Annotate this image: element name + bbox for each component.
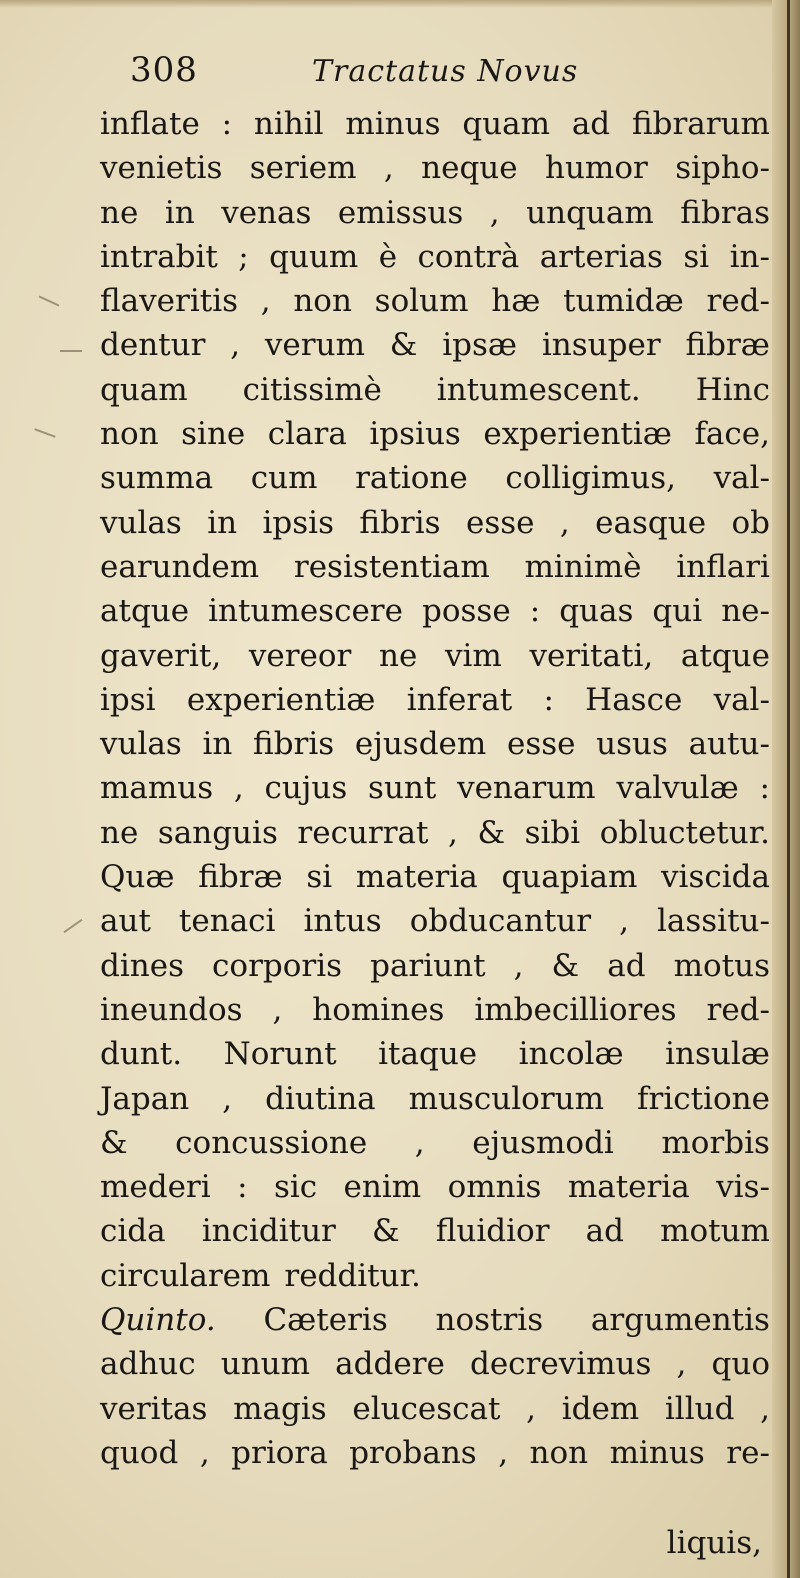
word: & [477,814,506,851]
text-line [100,1121,770,1165]
word: Hinc [695,371,770,408]
word: insulæ [665,1036,770,1073]
word: , [619,903,629,940]
word: seriem [249,150,357,187]
word: solum [374,283,469,320]
word: neque [421,150,518,187]
word: priora [231,1434,328,1471]
word: clara [267,416,347,453]
word: & [100,1124,128,1161]
text-line [100,722,770,766]
word: cida [100,1213,166,1250]
text-line [100,412,770,456]
word: minus [345,106,441,142]
word: morbis [661,1124,770,1161]
word: insuper [541,327,661,364]
word: , [513,947,524,984]
word: è [378,238,398,275]
word: , [489,194,500,231]
word: sunt [368,770,437,807]
text-line [100,545,770,589]
text-line [100,944,770,988]
word: arterias [539,238,663,275]
word: incolæ [518,1036,624,1073]
word: probans [349,1434,477,1471]
word: easque [595,504,707,541]
word: inciditur [201,1213,336,1250]
word: ad [585,1213,624,1250]
word: colligimus, [505,460,676,497]
word: intus [303,903,382,940]
text-line [100,1342,770,1386]
word: : [759,770,770,807]
word: pariunt [370,947,486,984]
word: non [293,283,352,320]
word: : [221,106,233,142]
word: unum [220,1346,311,1383]
word: ne [100,194,139,231]
word: elucescat [352,1390,501,1427]
word: Quæ [100,859,175,896]
word: : [237,1169,248,1206]
word: esse [465,504,535,541]
text-line [100,146,770,190]
text-line [100,456,770,500]
word: venietis [100,150,223,187]
text-line [100,899,770,943]
word: vulas [100,504,182,541]
word: citissimè [242,371,382,408]
word: , [526,1390,537,1427]
word: Quinto. [100,1302,216,1339]
word: idem [561,1390,640,1427]
word: viscida [661,859,770,896]
word: materia [567,1169,690,1206]
word: : [529,593,541,630]
word: diutina [265,1080,376,1117]
word: summa [100,460,214,497]
word: fibrarum [631,106,770,142]
word: ne [100,814,139,851]
word: lassitu- [656,903,770,940]
word: musculorum [408,1080,605,1117]
word: atque [680,637,770,674]
word: earundem [100,548,260,585]
word: in [164,194,195,231]
word: cum [250,460,318,497]
word: enim [343,1169,422,1206]
word: , [414,1124,425,1161]
word: quod [100,1434,179,1471]
word: mamus [100,770,214,807]
word: : [543,681,554,718]
margin-scratch [60,350,82,352]
word: , [448,814,458,851]
word: recurrat [297,814,429,851]
word: ipsius [369,416,461,453]
word: illud [664,1390,735,1427]
word: & [389,327,418,364]
text-line [100,501,770,545]
word: experientiæ [483,416,672,453]
word: itaque [378,1036,478,1073]
word: , [498,1434,509,1471]
word: minus [609,1434,705,1471]
word: face, [694,416,770,453]
page-top-edge [0,0,800,8]
word: sic [273,1169,318,1206]
word: si [683,238,710,275]
word: gaverit, [100,637,222,674]
catchword [100,1521,762,1565]
word: intrabit [100,238,218,275]
text-line [100,1209,770,1253]
word: , [199,1434,210,1471]
word: obducantur [409,903,592,940]
word: Norunt [223,1036,337,1073]
word: si [306,859,333,896]
word: , [676,1346,687,1383]
word: ipsis [262,504,334,541]
word: fibras [680,194,770,231]
word: vim [444,637,502,674]
word: & [551,947,580,984]
text-line [100,1431,770,1475]
text-line [100,634,770,678]
word: non [100,416,159,453]
word: qui [652,593,703,630]
word: usus [596,726,668,763]
word: addere [335,1346,445,1383]
word: magis [233,1390,327,1427]
word: homines [312,991,445,1028]
word: , [222,1080,233,1117]
body-text [100,102,770,1475]
text-line [100,1387,770,1431]
word: ne- [721,593,770,630]
word: Hasce [585,681,683,718]
word: valvulæ [616,770,739,807]
text-line [100,678,770,722]
word: sibi [524,814,581,851]
word: posse [422,593,511,630]
word: , [383,150,394,187]
word: sanguis [157,814,278,851]
word: motus [673,947,770,984]
text-line [100,279,770,323]
word: flaveritis [100,283,239,320]
word: mederi [100,1169,211,1206]
word: atque [100,593,190,630]
word: in- [729,238,770,275]
word: , [559,504,570,541]
text-line [100,811,770,855]
word: ipsi [100,681,156,718]
word: red- [706,283,770,320]
word: venarum [457,770,596,807]
word: venas [221,194,312,231]
word: inferat [406,681,513,718]
text-line [100,988,770,1032]
word: emissus [337,194,464,231]
text-line [100,323,770,367]
word: quas [559,593,634,630]
word: dentur [100,327,206,364]
word: corporis [212,947,343,984]
word: in [207,504,238,541]
running-title: Tractatus Novus [312,54,579,89]
word: vis- [716,1169,770,1206]
word: vereor [248,637,352,674]
word: inflate [100,106,200,142]
word: fibræ [685,327,770,364]
word: , [260,283,271,320]
word: quam [100,371,188,408]
word: aut [100,903,151,940]
word: ; [238,238,249,275]
word: re- [726,1434,770,1471]
page-number: 308 [130,50,198,90]
word: sine [181,416,246,453]
word: dines [100,947,184,984]
word: & [372,1213,400,1250]
word: non [529,1434,589,1471]
word: ne [379,637,418,674]
word: quam [462,106,551,142]
text-line [100,1077,770,1121]
word: val- [713,681,770,718]
text-line [100,766,770,810]
word: vulas [100,726,182,763]
word: fluidior [435,1213,550,1250]
word: minimè [524,548,642,585]
word: redditur. [284,1257,421,1294]
word: , [230,327,241,364]
word: hæ [491,283,541,320]
word: ejusdem [354,726,487,763]
word: ratione [355,460,468,497]
word: ob [731,504,770,541]
word: tenaci [178,903,276,940]
word: Cæteris [263,1302,388,1339]
word: intumescere [208,593,403,630]
text-line [100,1032,770,1076]
word: fibræ [198,859,283,896]
word: cujus [264,770,348,807]
text-line [100,102,770,146]
word: veritati, [529,637,654,674]
word: contrà [417,238,520,275]
word: in [202,726,233,763]
word: argumentis [590,1302,770,1339]
text-line [100,1165,770,1209]
word: inflari [676,548,770,585]
word: red- [706,991,770,1028]
word: experientiæ [186,681,376,718]
word: humor [545,150,648,187]
text-line [100,235,770,279]
word: , [233,770,244,807]
word: intumescent. [436,371,641,408]
word: dunt. [100,1036,183,1073]
word: verum [264,327,365,364]
text-line [100,368,770,412]
word: veritas [100,1390,208,1427]
word: fibris [253,726,335,763]
word: esse [506,726,576,763]
text-line [100,191,770,235]
word: sipho- [675,150,770,187]
word: ad [571,106,611,142]
word: frictione [637,1080,770,1117]
word: quum [269,238,359,275]
word: concussione [175,1124,368,1161]
word: decrevimus [469,1346,652,1383]
word: , [760,1390,770,1427]
word: ad [607,947,646,984]
word: obluctetur. [599,814,770,851]
word: resistentiam [293,548,490,585]
word: adhuc [100,1346,196,1383]
word: motum [660,1213,770,1250]
word: unquam [526,194,654,231]
word: circularem [100,1257,271,1294]
binding-line [787,0,790,1578]
word: quo [711,1346,770,1383]
word: nostris [435,1302,544,1339]
word: autu- [688,726,770,763]
text-line [100,589,770,633]
word: omnis [447,1169,542,1206]
text-line [100,855,770,899]
word: nihil [253,106,324,142]
word: ineundos [100,991,243,1028]
text-line [100,1298,770,1342]
text-line [100,1254,770,1298]
page-header [130,50,690,100]
word: ejusmodi [472,1124,614,1161]
word: , [272,991,283,1028]
page-gutter [772,0,800,1578]
word: ipsæ [442,327,518,364]
word: val- [713,460,770,497]
word: materia [355,859,478,896]
word: quapiam [501,859,638,896]
word: tumidæ [563,283,684,320]
catchword-text: liquis, [666,1525,762,1561]
word: fibris [359,504,441,541]
word: Japan [100,1080,190,1117]
word: imbecilliores [474,991,677,1028]
